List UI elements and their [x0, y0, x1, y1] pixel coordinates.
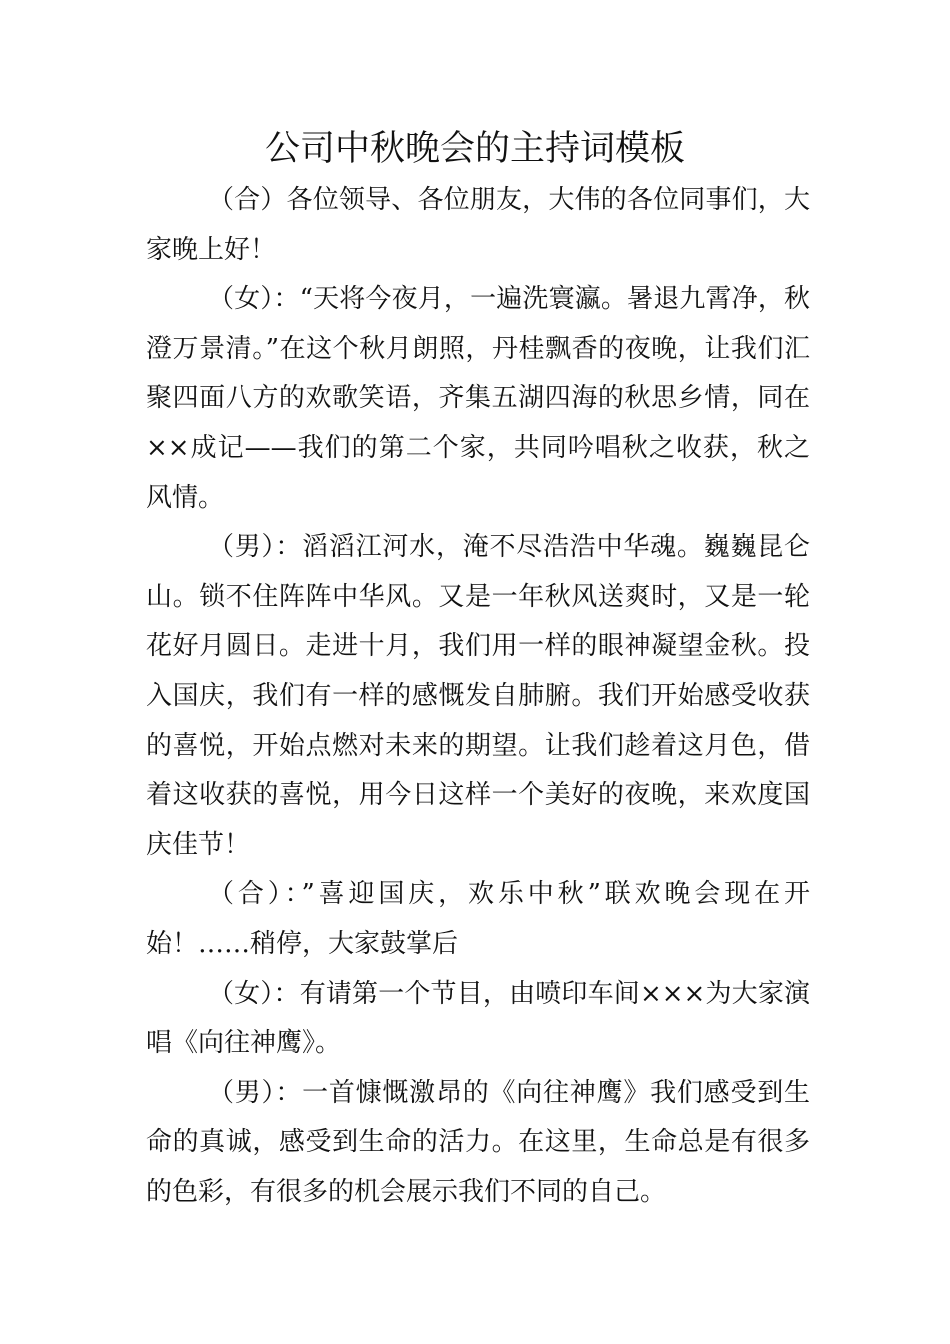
- paragraph-female-host-2: （女）：有请第一个节目，由喷印车间×××为大家演唱《向往神鹰》。: [146, 978, 810, 1059]
- paragraph-opening: （合）各位领导、各位朋友，大伟的各位同事们，大家晚上好！: [146, 185, 810, 265]
- paragraph-together-start: （合）：”喜迎国庆，欢乐中秋”联欢晚会现在开始！……稍停，大家鼓掌后: [146, 879, 810, 959]
- paragraph-male-host-1: （男）：滔滔江河水，淹不尽浩浩中华魂。巍巍昆仑山。锁不住阵阵中华风。又是一年秋风送爽时，又是一轮花好月圆日。走进十月，我们用一样的眼神凝望金秋。投入国庆，我们有一样的感慨发自肺腑。我们开始感受收获的喜悦，开始点燃对未来的期望。让我们趁着这月色，借着这收获的喜悦，用今日这样一个美好的夜晚，来欢度国庆佳节！: [146, 532, 810, 860]
- document-title: 公司中秋晚会的主持词模板: [264, 129, 685, 169]
- paragraph-female-host-1: （女）：“天将今夜月，一遍洗寰瀛。暑退九霄净，秋澄万景清。”在这个秋月朗照，丹桂飘香的夜晚，让我们汇聚四面八方的欢歌笑语，齐集五湖四海的秋思乡情，同在××成记——我们的第二个家，共同吟唱秋之收获，秋之风情。: [146, 284, 810, 513]
- document-body: [146, 176, 810, 1217]
- paragraph-male-host-2: （男）：一首慷慨激昂的《向往神鹰》我们感受到生命的真诚，感受到生命的活力。在这里，生命总是有很多的色彩，有很多的机会展示我们不同的自己。: [146, 1077, 810, 1207]
